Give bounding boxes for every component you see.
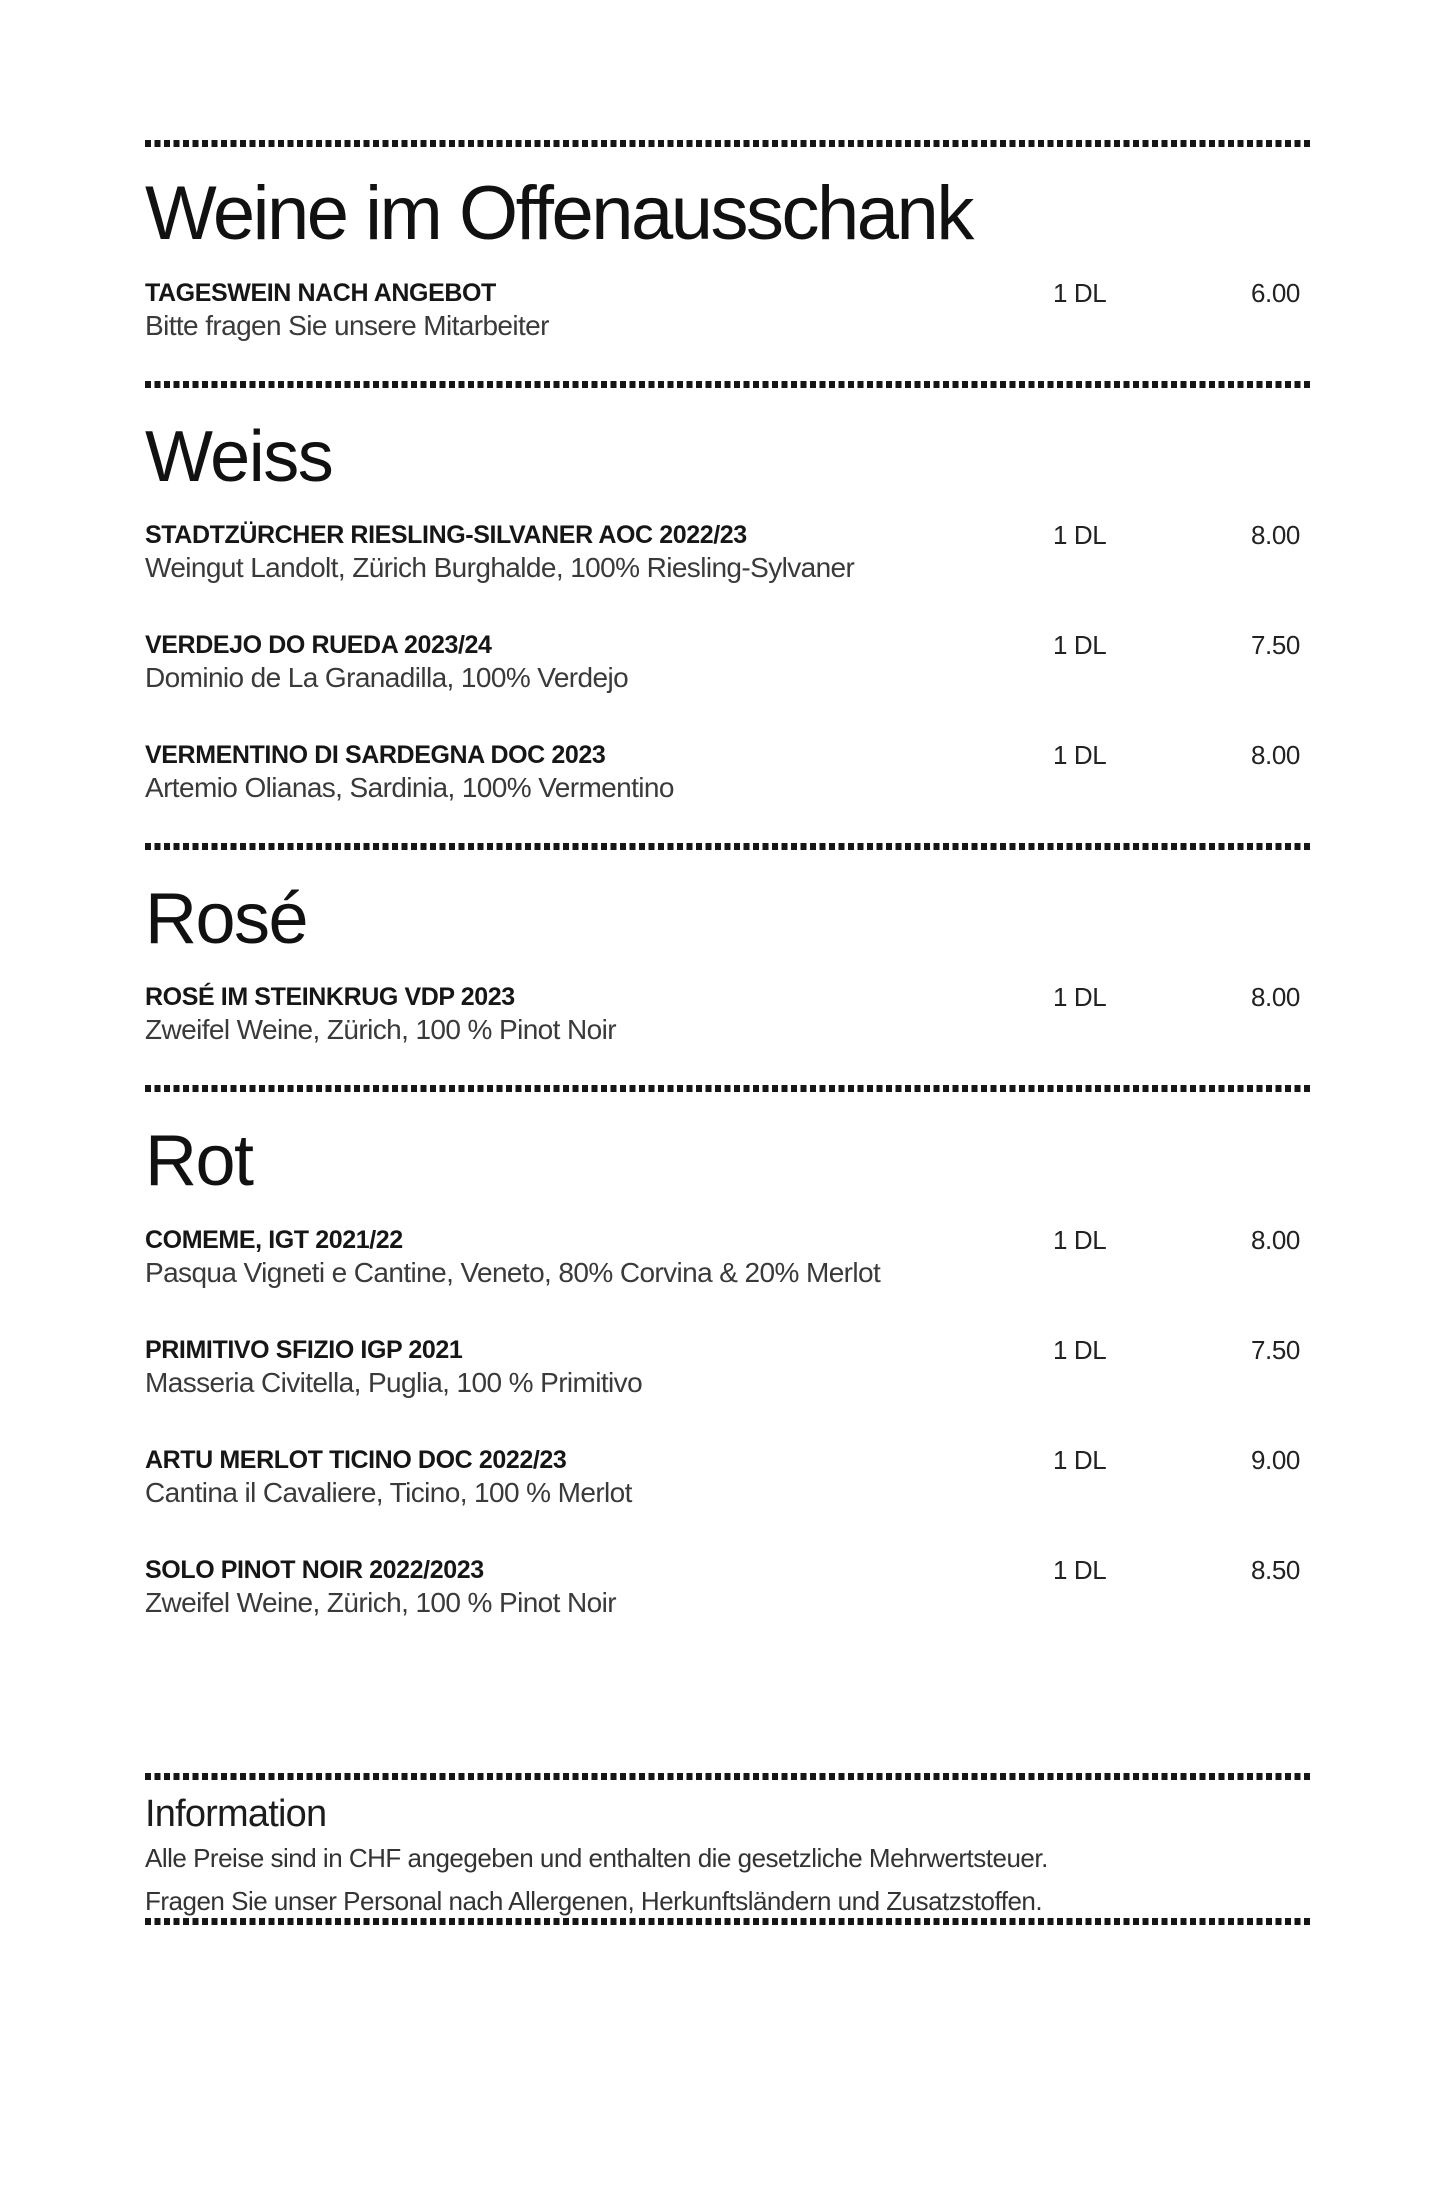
dotted-divider [145, 140, 1313, 147]
menu-item [145, 1555, 1313, 1621]
info-allergens-note: Fragen Sie unser Personal nach Allergenen, Herkunftsländern und Zusatzstoffen. [145, 1886, 1043, 1917]
page-title: Weine im Offenausschank [145, 171, 972, 256]
section-heading-weiss: Weiss [145, 417, 333, 498]
dotted-divider [145, 1773, 1313, 1780]
wine-name: TAGESWEIN NACH ANGEBOT [145, 279, 496, 308]
price: 8.00 [1250, 520, 1300, 551]
serving-size: 1 DL [1053, 520, 1107, 551]
wine-description: Bitte fragen Sie unsere Mitarbeiter [145, 310, 549, 342]
serving-size: 1 DL [1053, 1224, 1107, 1255]
wine-description: Artemio Olianas, Sardinia, 100% Vermentino [145, 772, 674, 804]
price: 8.50 [1250, 1554, 1300, 1585]
wine-description: Masseria Civitella, Puglia, 100 % Primitivo [145, 1366, 643, 1398]
menu-item [145, 520, 1313, 586]
serving-size: 1 DL [1053, 982, 1107, 1013]
wine-description: Cantina il Cavaliere, Ticino, 100 % Merlot [145, 1476, 632, 1508]
menu-item [145, 1445, 1313, 1511]
serving-size: 1 DL [1053, 278, 1107, 309]
wine-menu-page [0, 140, 1455, 2198]
wine-name: COMEME, IGT 2021/22 [145, 1225, 403, 1254]
dotted-divider [145, 381, 1313, 388]
section-heading-rot: Rot [145, 1121, 253, 1202]
wine-name: SOLO PINOT NOIR 2022/2023 [145, 1555, 484, 1584]
information-heading: Information [145, 1792, 327, 1835]
wine-description: Dominio de La Granadilla, 100% Verdejo [145, 662, 629, 694]
wine-name: ARTU MERLOT TICINO DOC 2022/23 [145, 1445, 567, 1474]
serving-size: 1 DL [1053, 630, 1107, 661]
price: 8.00 [1250, 740, 1300, 771]
serving-size: 1 DL [1053, 1444, 1107, 1475]
price: 8.00 [1250, 982, 1300, 1013]
wine-description: Pasqua Vigneti e Cantine, Veneto, 80% Corvina & 20% Merlot [145, 1256, 881, 1288]
menu-item [145, 278, 1313, 344]
wine-name: ROSÉ IM STEINKRUG VDP 2023 [145, 983, 515, 1012]
dotted-divider [145, 843, 1313, 850]
dotted-divider [145, 1918, 1313, 1925]
info-prices-note: Alle Preise sind in CHF angegeben und enthalten die gesetzliche Mehrwertsteuer. [145, 1843, 1048, 1874]
serving-size: 1 DL [1053, 1334, 1107, 1365]
menu-item [145, 630, 1313, 696]
wine-name: STADTZÜRCHER RIESLING-SILVANER AOC 2022/23 [145, 521, 747, 550]
serving-size: 1 DL [1053, 1554, 1107, 1585]
price: 6.00 [1250, 278, 1300, 309]
wine-name: VERMENTINO DI SARDEGNA DOC 2023 [145, 741, 606, 770]
menu-item [145, 1225, 1313, 1291]
menu-item [145, 982, 1313, 1048]
serving-size: 1 DL [1053, 740, 1107, 771]
price: 7.50 [1250, 630, 1300, 661]
menu-item [145, 1335, 1313, 1401]
wine-description: Weingut Landolt, Zürich Burghalde, 100% Riesling-Sylvaner [145, 552, 855, 584]
wine-name: VERDEJO DO RUEDA 2023/24 [145, 631, 492, 660]
menu-item [145, 740, 1313, 806]
wine-description: Zweifel Weine, Zürich, 100 % Pinot Noir [145, 1586, 616, 1618]
wine-description: Zweifel Weine, Zürich, 100 % Pinot Noir [145, 1014, 616, 1046]
section-heading-rose: Rosé [145, 879, 308, 960]
price: 8.00 [1250, 1224, 1300, 1255]
dotted-divider [145, 1085, 1313, 1092]
price: 7.50 [1250, 1334, 1300, 1365]
price: 9.00 [1250, 1444, 1300, 1475]
wine-name: PRIMITIVO SFIZIO IGP 2021 [145, 1335, 463, 1364]
